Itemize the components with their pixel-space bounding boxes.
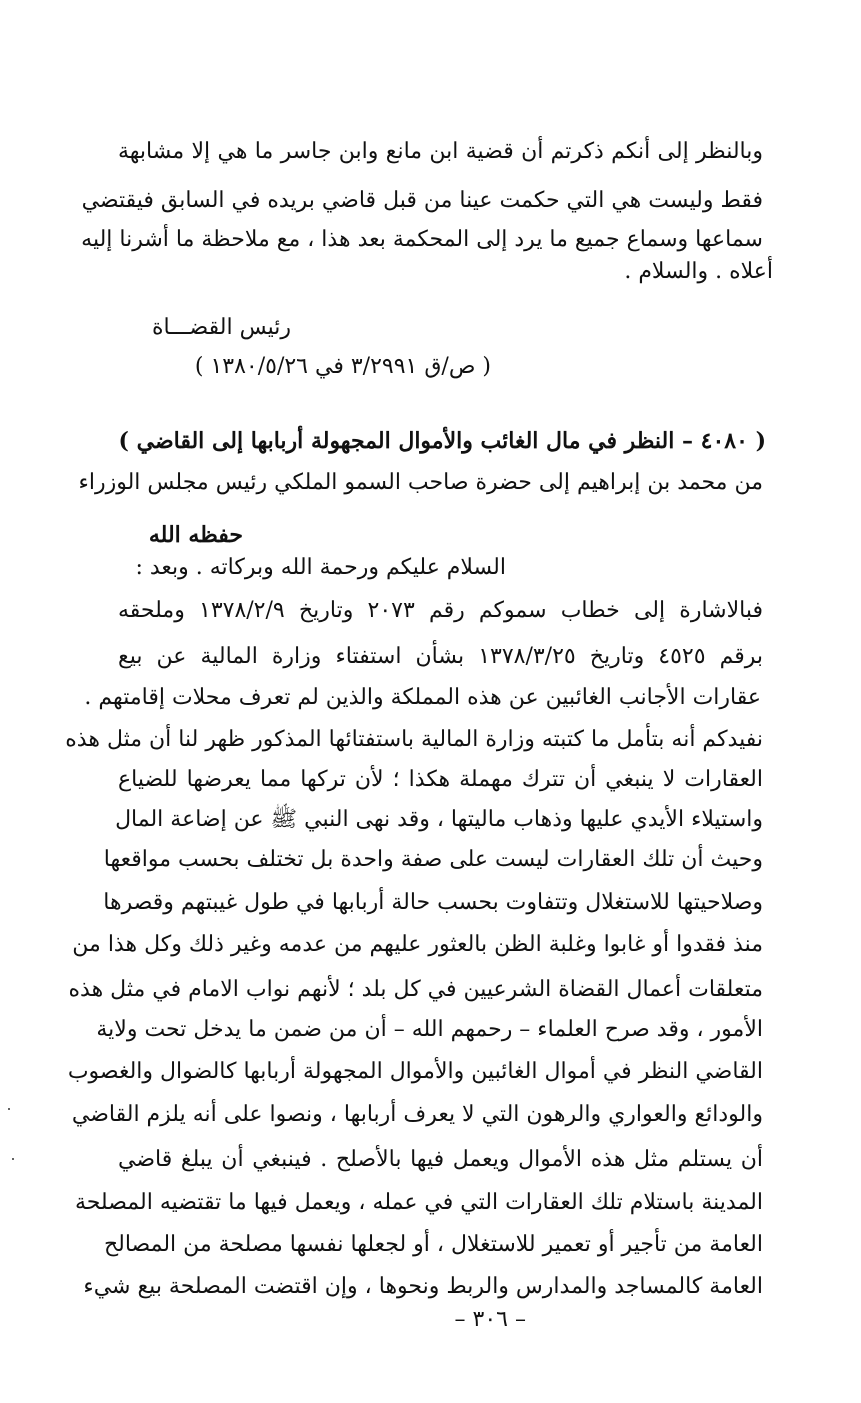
- body-line-8: وصلاحيتها للاستغلال وتتفاوت بحسب حالة أربابها في طول غيبتهم وقصرها: [103, 890, 763, 915]
- body-line-16: العامة من تأجير أو تعمير للاستغلال ، أو لجعلها نفسها مصلحة من المصالح: [103, 1232, 763, 1257]
- greeting: السلام عليكم ورحمة الله وبركاته . وبعد :: [135, 555, 506, 580]
- body-line-10: متعلقات أعمال القضاة الشرعيين في كل بلد ؛ لأنهم نواب الامام في مثل هذه: [68, 977, 763, 1002]
- body-line-11: الأمور ، وقد صرح العلماء – رحمهم الله – أن من ضمن ما يدخل تحت ولاية: [96, 1017, 763, 1042]
- body-line-14: أن يستلم مثل هذه الأموال ويعمل فيها بالأصلح . فينبغي أن يبلغ قاضي: [118, 1147, 763, 1172]
- body-line-1: فبالاشارة إلى خطاب سموكم رقم ٢٠٧٣ وتاريخ ١٣٧٨/٢/٩ وملحقه: [118, 598, 763, 623]
- body-line-5: العقارات لا ينبغي أن تترك مهملة هكذا ؛ لأن تركها مما يعرضها للضياع: [118, 767, 763, 792]
- letter1-line-1: وبالنظر إلى أنكم ذكرتم أن قضية ابن مانع وابن جاسر ما هي إلا مشابهة: [118, 139, 764, 164]
- body-line-7: وحيث أن تلك العقارات ليست على صفة واحدة بل تختلف بحسب مواقعها: [103, 847, 763, 872]
- section-heading: ( ٤٠٨٠ – النظر في مال الغائب والأموال المجهولة أربابها إلى القاضي ): [118, 428, 766, 454]
- body-line-13: والودائع والعواري والرهون التي لا يعرف أربابها ، ونصوا على أنه يلزم القاضي: [71, 1102, 763, 1127]
- from-line: من محمد بن إبراهيم إلى حضرة صاحب السمو الملكي رئيس مجلس الوزراء: [78, 470, 763, 495]
- body-line-9: منذ فقدوا أو غابوا وغلبة الظن بالعثور عليهم من عدمه وغير ذلك وكل هذا من: [72, 932, 763, 957]
- scan-speck: [12, 1158, 14, 1160]
- scan-speck: [8, 1108, 10, 1110]
- signature-title: رئيس القضـــاة: [151, 315, 291, 340]
- letter1-line-4: أعلاه . والسلام .: [624, 259, 773, 284]
- letter1-line-3: سماعها وسماع جميع ما يرد إلى المحكمة بعد هذا ، مع ملاحظة ما أشرنا إليه: [81, 227, 763, 252]
- body-line-15: المدينة باستلام تلك العقارات التي في عمله ، ويعمل فيها ما تقتضيه المصلحة: [74, 1190, 763, 1215]
- body-line-12: القاضي النظر في أموال الغائبين والأموال المجهولة أربابها كالضوال والغصوب: [67, 1059, 763, 1084]
- page-number: – ٣٠٦ –: [454, 1307, 526, 1332]
- blessing: حفظه الله: [148, 522, 243, 548]
- reference-number: ( ص/ق ٣/٢٩٩١ في ١٣٨٠/٥/٢٦ ): [194, 354, 491, 379]
- body-line-4: نفيدكم أنه بتأمل ما كتبته وزارة المالية باستفتائها المذكور ظهر لنا أن مثل هذه: [65, 727, 763, 752]
- body-line-17: العامة كالمساجد والمدارس والربط ونحوها ، وإن اقتضت المصلحة بيع شيء: [83, 1274, 763, 1299]
- body-line-6: واستيلاء الأيدي عليها وذهاب ماليتها ، وقد نهى النبي ﷺ عن إضاعة المال: [115, 807, 763, 832]
- body-line-2: برقم ٤٥٢٥ وتاريخ ١٣٧٨/٣/٢٥ بشأن استفتاء وزارة المالية عن بيع: [118, 644, 763, 669]
- letter1-line-2: فقط وليست هي التي حكمت عينا من قبل قاضي بريده في السابق فيقتضي: [81, 188, 763, 213]
- body-line-3: عقارات الأجانب الغائبين عن هذه المملكة والذين لم تعرف محلات إقامتهم .: [84, 685, 761, 710]
